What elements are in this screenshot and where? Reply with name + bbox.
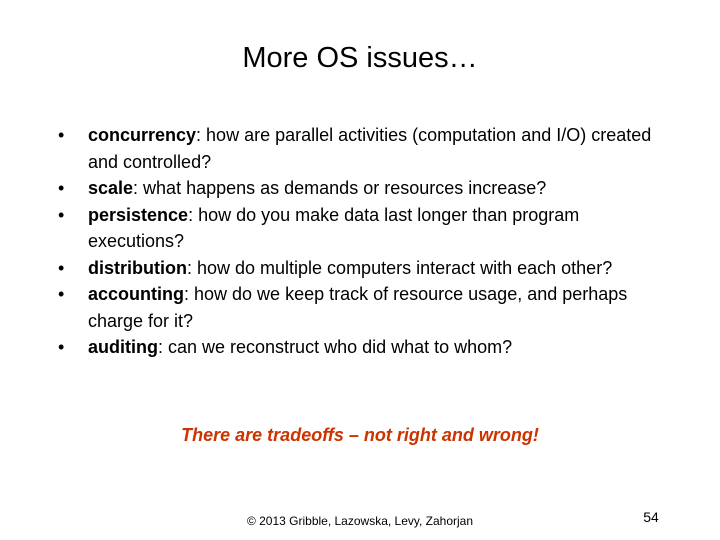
bullet-term: persistence — [88, 204, 189, 225]
bullet-icon: • — [58, 178, 65, 198]
bullet-icon: • — [58, 337, 65, 357]
bullet-list — [58, 122, 658, 361]
bullet-icon: • — [58, 204, 65, 225]
bullet-item-persistence — [58, 202, 658, 255]
footer-copyright: © 2013 Gribble, Lazowska, Levy, Zahorjan — [246, 514, 474, 528]
bullet-text: : how are parallel activities (computation and I/O) created and controlled? — [88, 125, 652, 172]
bullet-item-scale — [58, 175, 658, 202]
bullet-term: scale — [88, 178, 134, 198]
tradeoff-note: There are tradeoffs – not right and wrong! — [181, 425, 539, 445]
bullet-text: : how do we keep track of resource usage, and perhaps charge for it? — [88, 284, 628, 331]
bullet-term: distribution — [88, 257, 187, 278]
bullet-term: auditing — [88, 337, 158, 357]
bullet-icon: • — [58, 284, 65, 304]
bullet-text: : how do multiple computers interact with each other? — [186, 257, 613, 278]
bullet-item-distribution — [58, 255, 658, 282]
bullet-item-accounting — [58, 281, 658, 334]
slide-title: More OS issues… — [242, 42, 478, 74]
bullet-term: accounting — [88, 284, 185, 304]
bullet-item-concurrency — [58, 122, 658, 175]
bullet-text: : how do you make data last longer than program executions? — [88, 204, 580, 251]
bullet-icon: • — [58, 257, 65, 278]
slide-number: 54 — [643, 509, 659, 525]
bullet-term: concurrency — [88, 125, 197, 145]
bullet-icon: • — [58, 125, 65, 145]
bullet-text: : what happens as demands or resources increase? — [133, 178, 547, 198]
bullet-text: : can we reconstruct who did what to whom? — [158, 337, 513, 357]
bullet-item-auditing — [58, 334, 658, 361]
